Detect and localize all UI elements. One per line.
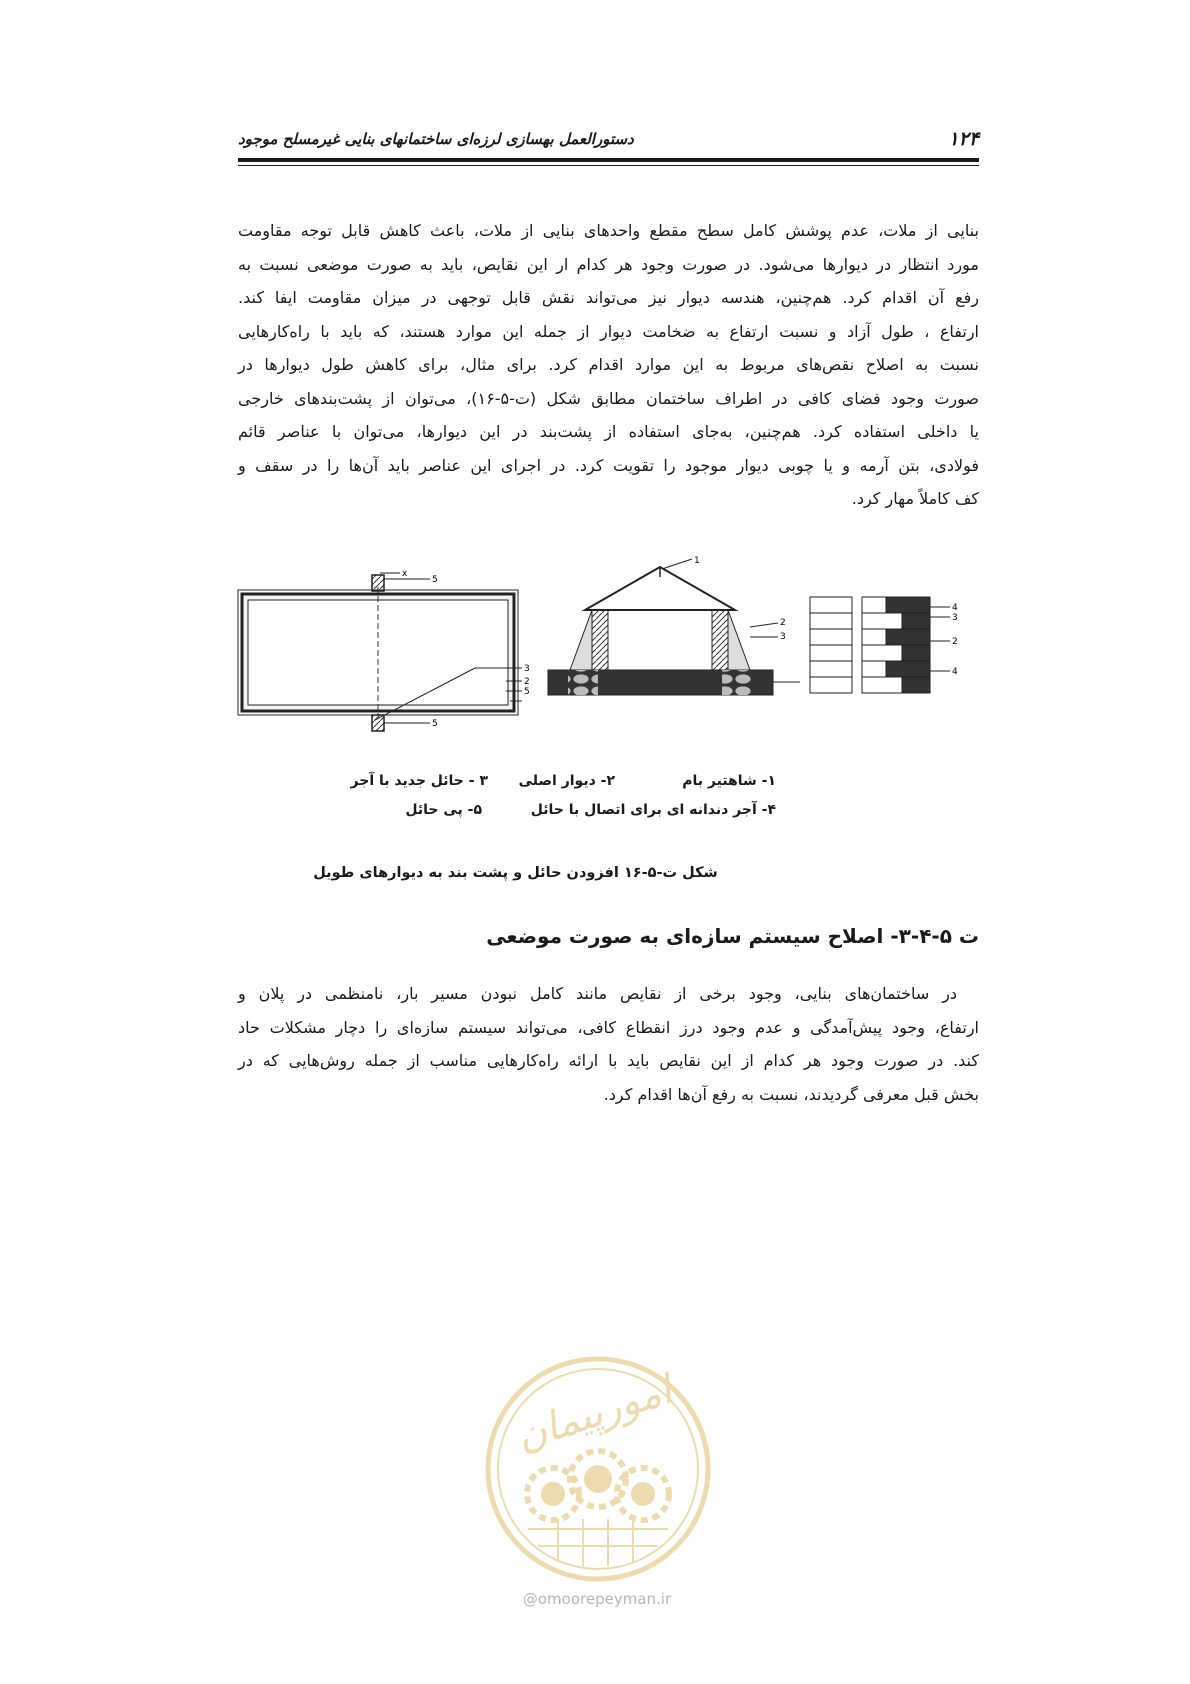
legend-item-4: ۴- آجر دندانه ای برای اتصال با حائل [530, 802, 776, 818]
text-line: بنایی از ملات، عدم پوشش کامل سطح مقطع واحدهای بنایی از ملات، باعث کاهش قابل توجه مقاومت [238, 221, 979, 240]
header-rule-thin [238, 165, 979, 166]
callout-4-detail: 4 [952, 603, 958, 613]
text-line: مورد انتظار در دیوارها می‌شود. در صورت وجود هر کدام ار این نقایص، باید به صورت موضعی نسبت به [238, 254, 979, 274]
callout-5: 5 [524, 687, 530, 697]
callout-2: 2 [524, 677, 530, 687]
text-line: در ساختمان‌های بنایی، وجود برخی از نقایص مانند کامل نبودن مسیر بار، نامنظمی در پلان و [238, 984, 957, 1003]
legend-item-3: ۳ - حائل جدید با آجر [350, 773, 488, 789]
text-line: ارتفاع، وجود پیش‌آمدگی و عدم وجود درز انقطاع کافی، می‌تواند سیستم سازه‌ای را دچار مشکلات حاد [238, 1017, 979, 1037]
watermark-seal-logo [483, 1354, 713, 1584]
section-view [548, 556, 800, 695]
seal-lettering: امورپیمان [510, 1366, 678, 1461]
figure-caption: شکل ت-۵-۱۶ افزودن حائل و پشت بند به دیوارهای طویل [313, 865, 718, 881]
running-title: دستورالعمل بهسازی لرزه‌ای ساختمانهای بنایی غیرمسلح موجود [238, 130, 634, 148]
page-number: ۱۲۴ [948, 128, 979, 150]
toothing-detail [810, 597, 958, 693]
page-header [238, 128, 979, 152]
watermark-url: @omoorepeyman.ir [522, 1590, 672, 1608]
header-rule-thick [238, 158, 979, 162]
body-paragraph-2 [238, 977, 979, 1111]
callout-2-detail: 2 [952, 637, 958, 647]
text-line: رفع آن اقدام کرد. هم‌چنین، هندسه دیوار نیز می‌تواند نقش قابل توجهی در میزان مقاومت ایفا کند. [238, 288, 979, 307]
text-line: نسبت به اصلاح نقص‌های مربوط به این موارد اقدام کرد. برای مثال، برای کاهش طول دیوارها در [238, 355, 979, 374]
callout-3-detail: 3 [952, 613, 958, 623]
callout-x: x [402, 569, 408, 579]
callout-4-detail-bottom: 4 [952, 667, 958, 677]
legend-item-2: ۲- دیوار اصلی [518, 773, 615, 789]
legend-item-1: ۱- شاهتیر بام [682, 773, 776, 789]
figure-wall-buttress-diagram [230, 556, 1020, 729]
plan-view [238, 569, 530, 731]
text-line: یا داخلی استفاده کرد. هم‌چنین، به‌جای استفاده از پشت‌بند در این دیوارها، می‌توان با عناصر قائم [238, 422, 979, 441]
legend-item-5: ۵- پی حائل [405, 802, 482, 818]
callout-5-bottom: 5 [432, 719, 438, 729]
callout-3-section: 3 [780, 632, 786, 642]
callout-2-section: 2 [780, 618, 786, 628]
section-heading: ت ۵-۴-۳- اصلاح سیستم سازه‌ای به صورت موضعی [486, 924, 979, 948]
body-paragraph-1 [238, 214, 979, 516]
text-line: ارتفاع ، طول آزاد و نسبت ارتفاع به ضخامت دیوار از جمله این موارد هستند، که باید با راه‌کارهایی [238, 321, 979, 341]
text-line: کف کاملاً مهار کرد. [851, 489, 979, 508]
callout-5-top: 5 [432, 575, 438, 585]
text-line: بخش قبل معرفی گردیدند، نسبت به رفع آن‌ها اقدام کرد. [603, 1084, 979, 1104]
text-line: کند. در صورت وجود هر کدام از این نقایص باید با ارائه راه‌کارهایی مناسب از جمله روش‌هایی که در [238, 1051, 979, 1070]
text-line: صورت وجود فضای کافی در اطراف ساختمان مطابق شکل (ت-۵-۱۶)، می‌توان از پشت‌بندهای خارجی [238, 388, 979, 408]
callout-1: 1 [694, 556, 700, 566]
callout-3: 3 [524, 664, 530, 674]
text-line: فولادی، بتن آرمه و یا چوبی دیوار موجود را تقویت کرد. در اجرای این عناصر باید آن‌ها را در سقف و [238, 455, 979, 475]
